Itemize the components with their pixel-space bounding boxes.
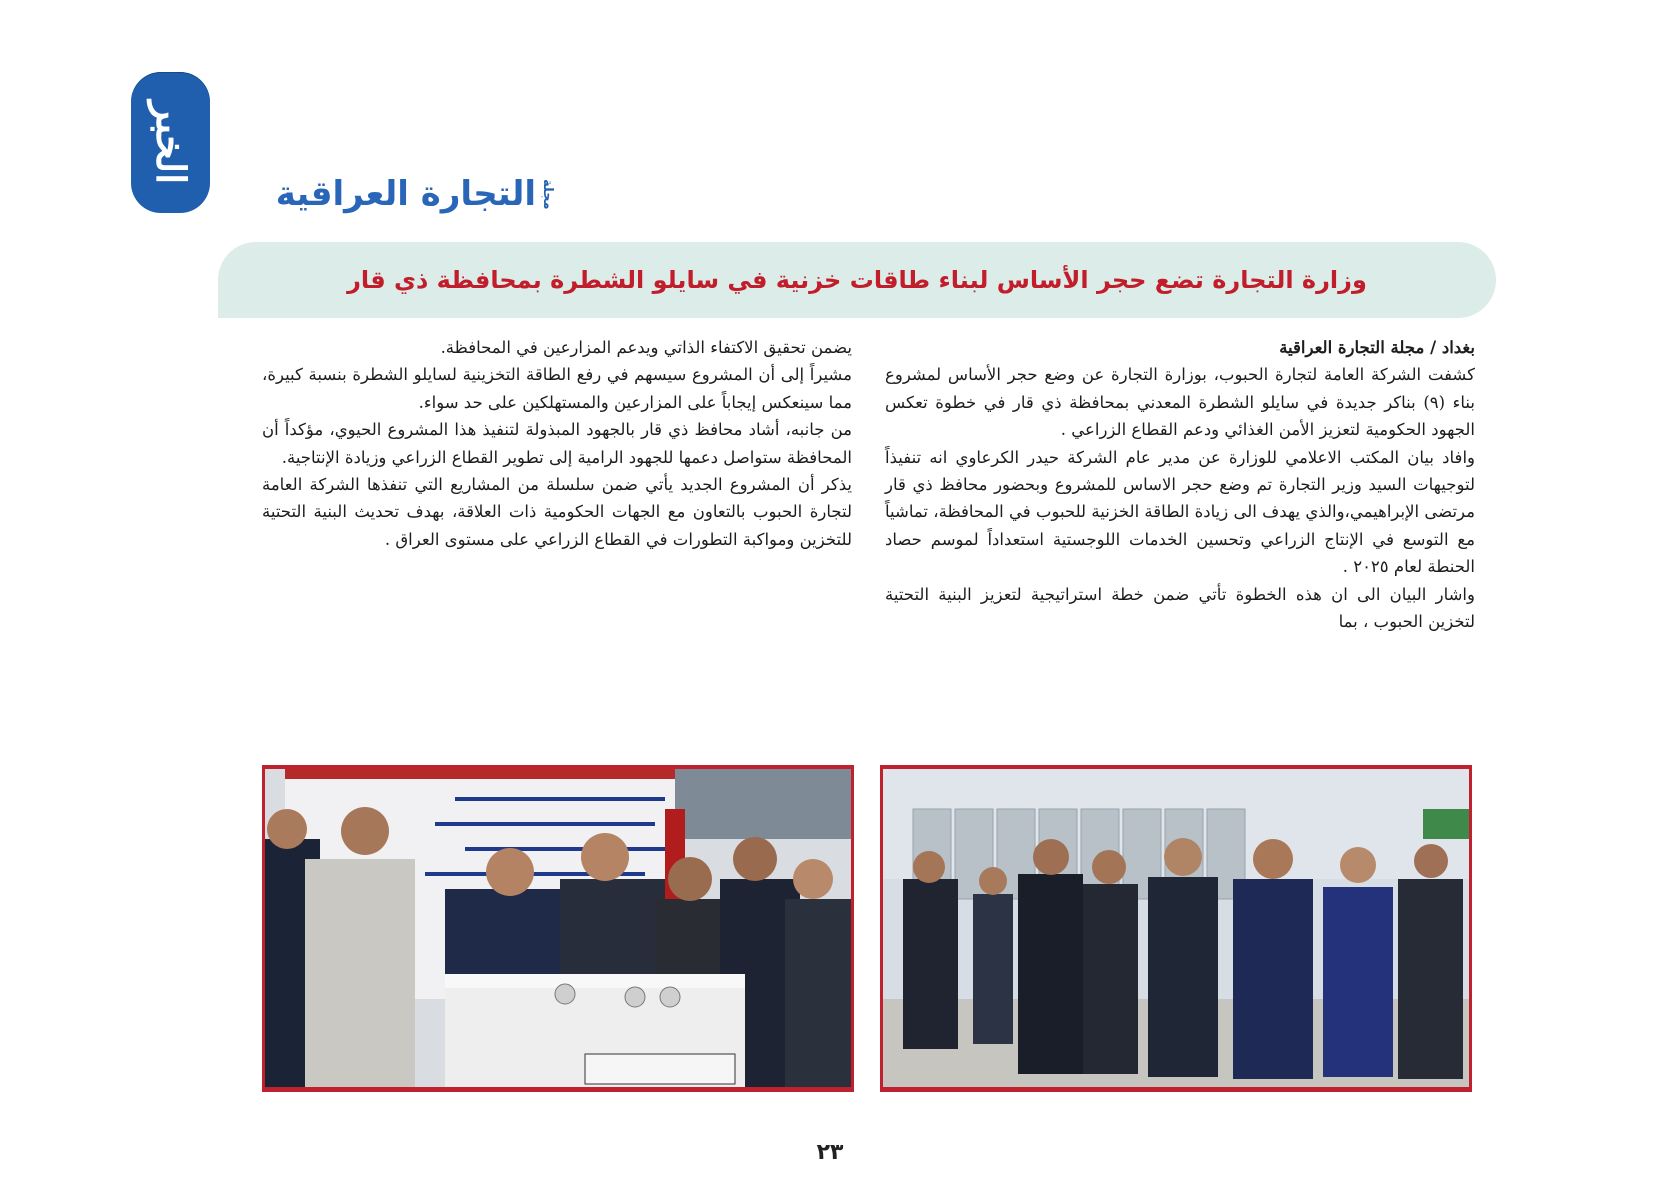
paragraph: يضمن تحقيق الاكتفاء الذاتي ويدعم المزارعين في المحافظة. — [440, 338, 852, 357]
magazine-prefix: مجلة — [540, 178, 555, 210]
paragraph: يذكر أن المشروع الجديد يأتي ضمن سلسلة من المشاريع التي تنفذها الشركة العامة لتجارة الحبوب بالتعاون مع الجهات الحكومية ذات العلاقة، بهدف تحديث البنية التحتية للتخزين ومواكبة التطورات في القطاع الزراعي على مستوى العراق . — [262, 475, 852, 549]
title-banner — [218, 242, 1496, 318]
page-number: ٢٣ — [816, 1140, 844, 1165]
paragraph: مشيراً إلى أن المشروع سيسهم في رفع الطاقة التخزينية لسايلو الشطرة بنسبة كبيرة، مما سينعكس إيجاباً على المزارعين والمستهلكين على حد سواء. — [262, 365, 852, 412]
silo-visit-image — [883, 769, 1469, 1087]
paragraph: كشفت الشركة العامة لتجارة الحبوب، بوزارة التجارة عن وضع حجر الأساس لمشروع بناء (٩) بناكر جديدة في سايلو الشطرة المعدني بمحافظة ذي قار في خطوة تعكس الجهود الحكومية لتعزيز الأمن الغذائي ودعم القطاع الزراعي . — [885, 365, 1475, 440]
article-byline: بغداد / مجلة التجارة العراقية — [1279, 338, 1475, 357]
paragraph: من جانبه، أشاد محافظ ذي قار بالجهود المبذولة لتنفيذ هذا المشروع الحيوي، مؤكداً أن المحافظة ستواصل دعمها للجهود الرامية إلى تطوير القطاع الزراعي وزيادة الإنتاجية. — [262, 420, 852, 467]
paragraph: واشار البيان الى ان هذه الخطوة تأتي ضمن خطة استراتيجية لتعزيز البنية التحتية لتخزين الحبوب ، بما — [885, 584, 1475, 632]
section-tab-news — [131, 72, 210, 213]
article-column-right — [885, 334, 1475, 635]
foundation-stone-photo — [262, 765, 854, 1092]
magazine-logo — [215, 172, 555, 216]
foundation-stone-image — [265, 769, 851, 1087]
paragraph: وافاد بيان المكتب الاعلامي للوزارة عن مدير عام الشركة حيدر الكرعاوي انه تنفيذاً لتوجيهات السيد وزير التجارة تم وضع حجر الاساس للمشروع وبحضور محافظ ذي قار مرتضى الإبراهيمي،والذي يهدف الى زيادة الطاقة الخزنية للحبوب في المحافظة، تماشياً مع التوسع في الإنتاج الزراعي وتحسين الخدمات اللوجستية استعداداً لموسم حصاد الحنطة لعام ٢٠٢٥ . — [885, 447, 1475, 577]
article-column-left — [262, 334, 852, 553]
article-title: وزارة التجارة تضع حجر الأساس لبناء طاقات خزنية في سايلو الشطرة بمحافظة ذي قار — [347, 266, 1367, 294]
silo-visit-photo — [880, 765, 1472, 1092]
section-label: الخبر — [147, 100, 194, 185]
magazine-name: التجارة العراقية — [275, 174, 536, 214]
